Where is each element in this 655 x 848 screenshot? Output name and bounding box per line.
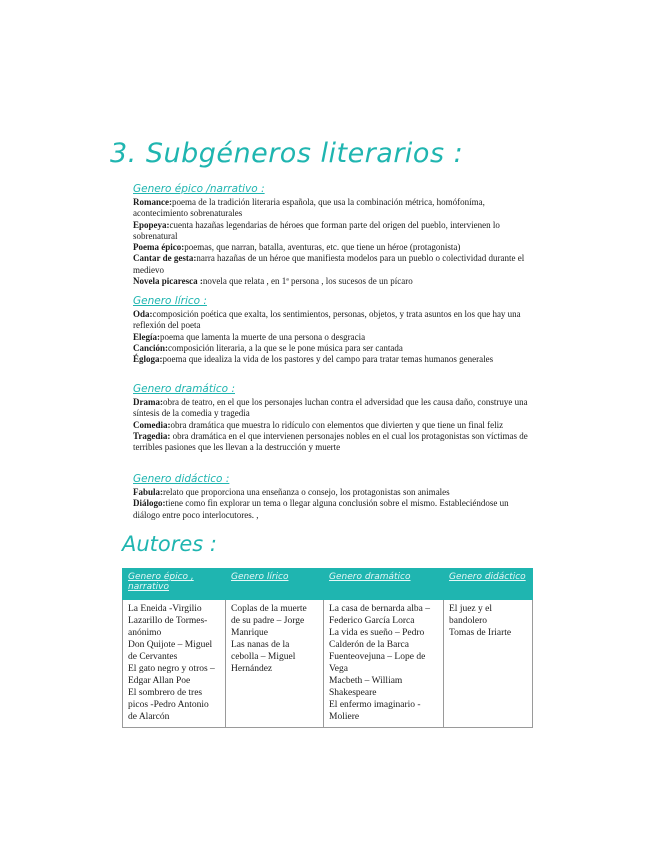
entry-tragedia xyxy=(133,431,528,454)
entry-term: Romance: xyxy=(133,197,172,207)
column-header: Genero épico , narrativo xyxy=(123,569,226,600)
entry-term: Drama: xyxy=(133,397,163,407)
table-row xyxy=(123,600,533,728)
entry-text: poema que idealiza la vida de los pastores y del campo para tratar temas humanos generales xyxy=(162,354,494,365)
work-entry: Lazarillo de Tormes-anónimo xyxy=(128,616,208,638)
work-entry: Fuenteovejuna – Lope de Vega xyxy=(329,652,426,674)
work-entry: Macbeth – William Shakespeare xyxy=(329,676,403,698)
section-heading: Genero didáctico : xyxy=(133,473,230,485)
entry-epopeya xyxy=(133,220,528,243)
column-header: Genero lírico xyxy=(226,569,324,600)
entry-term: Fabula: xyxy=(133,487,164,497)
entry-text: novela que relata , en 1ª persona , los sucesos de un pícaro xyxy=(202,276,413,287)
entry-novela-picaresca xyxy=(133,276,528,287)
table-cell-epico xyxy=(123,600,226,728)
autores-heading: Autores : xyxy=(122,532,218,556)
work-entry: El sombrero de tres picos -Pedro Antonio de Alarcón xyxy=(128,688,209,722)
entry-term: Cantar de gesta: xyxy=(133,253,197,264)
entry-term: Canción: xyxy=(133,342,169,353)
section-epico xyxy=(133,183,528,287)
entry-egloga xyxy=(133,354,528,365)
work-entry: La Eneida -Virgilio xyxy=(128,604,202,614)
entry-cancion xyxy=(133,343,528,354)
entry-term: Tragedia: xyxy=(133,430,171,441)
section-heading: Genero lírico : xyxy=(133,295,207,307)
entry-text: poema que lamenta la muerte de una persona o desgracia xyxy=(160,331,366,342)
work-entry: Don Quijote – Miguel de Cervantes xyxy=(128,640,213,662)
entry-term: Comedia: xyxy=(133,419,171,430)
entry-term: Oda: xyxy=(133,309,153,319)
entry-poema-epico xyxy=(133,242,528,253)
table-header-row xyxy=(123,569,533,600)
entry-term: Novela picaresca : xyxy=(133,276,203,287)
work-entry: El enfermo imaginario - Moliere xyxy=(329,700,421,722)
entry-text: cuenta hazañas legendarias de héroes que forman parte del origen del pueblo, intervienen lo sobrenatural xyxy=(133,219,500,241)
work-entry: El gato negro y otros – Edgar Allan Poe xyxy=(128,664,215,686)
entry-text: obra de teatro, en el que los personajes luchan contra el adversidad que les causa daño, construye una síntesis de la comedia y tragedia xyxy=(133,397,528,419)
column-header: Genero didáctico xyxy=(444,569,533,600)
entry-drama xyxy=(133,397,528,420)
page-title: 3. Subgéneros literarios : xyxy=(110,138,464,169)
entry-term: Poema épico: xyxy=(133,242,185,253)
section-heading: Genero dramático : xyxy=(133,383,235,395)
column-header: Genero dramático xyxy=(324,569,444,600)
entry-text: relato que proporciona una enseñanza o consejo, los protagonistas son animales xyxy=(163,487,450,497)
entry-elegia xyxy=(133,332,528,343)
entry-comedia xyxy=(133,420,528,431)
work-entry: El juez y el bandolero xyxy=(449,604,492,626)
section-heading: Genero épico /narrativo : xyxy=(133,183,265,195)
entry-fabula xyxy=(133,487,528,498)
entry-text: obra dramática que muestra lo ridículo con elementos que divierten y que tiene un final feliz xyxy=(170,419,504,430)
work-entry: Las nanas de la cebolla – Miguel Hernández xyxy=(231,640,296,674)
section-dramatico xyxy=(133,383,528,453)
entry-text: composición literaria, a la que se le pone música para ser cantada xyxy=(168,342,403,353)
entry-oda xyxy=(133,309,528,332)
entry-dialogo xyxy=(133,498,528,521)
entry-text: obra dramática en el que intervienen personajes nobles en el cual los protagonistas son víctimas de terribles pasiones que les llevan a la destrucción y muerte xyxy=(133,430,528,453)
table-cell-lirico xyxy=(226,600,324,728)
table-cell-didactico xyxy=(444,600,533,728)
entry-term: Epopeya: xyxy=(133,219,170,230)
entry-term: Elegía: xyxy=(133,331,160,342)
section-didactico xyxy=(133,473,528,521)
entry-text: composición poética que exalta, los sentimientos, personas, objetos, y trata asuntos en los que hay una reflexión del poeta xyxy=(133,309,521,331)
entry-romance xyxy=(133,197,528,220)
work-entry: Tomas de Iriarte xyxy=(449,628,512,638)
entry-text: poemas, que narran, batalla, aventuras, etc. que tiene un héroe (protagonista) xyxy=(184,242,461,253)
entry-cantar-de-gesta xyxy=(133,253,528,276)
table-cell-dramatico xyxy=(324,600,444,728)
work-entry: Coplas de la muerte de su padre – Jorge Manrique xyxy=(231,604,307,638)
work-entry: La vida es sueño – Pedro Calderón de la Barca xyxy=(329,628,425,650)
entry-text: narra hazañas de un héroe que manifiesta modelos para un pueblo o colectividad durante el medievo xyxy=(133,253,525,275)
section-lirico xyxy=(133,295,528,365)
entry-term: Égloga: xyxy=(133,354,163,365)
work-entry: La casa de bernarda alba – Federico García Lorca xyxy=(329,604,431,626)
entry-text: tiene como fin explorar un tema o llegar alguna conclusión sobre el mismo. Estableciéndose un diálogo entre poco interlocutores. , xyxy=(133,498,509,520)
entry-text: poema de la tradición literaria española, que usa la combinación métrica, homófoníma, acontecimiento sobrenaturales xyxy=(133,197,485,219)
entry-term: Diálogo: xyxy=(133,498,166,509)
autores-table xyxy=(122,568,533,728)
